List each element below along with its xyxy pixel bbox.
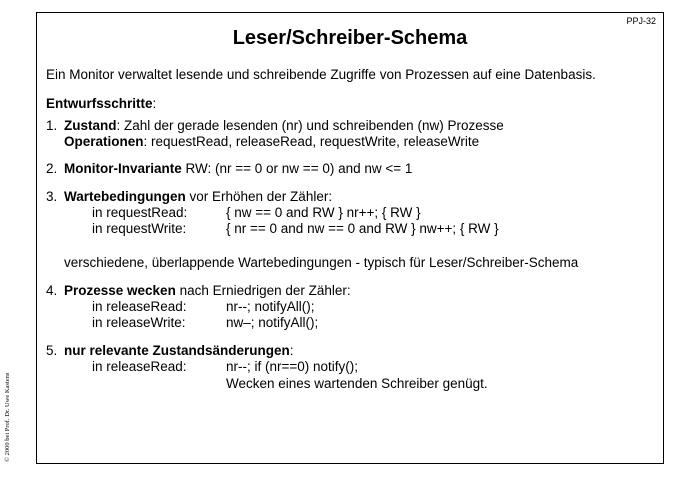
steps-heading-colon: : (152, 96, 157, 111)
step-4-row-2-label: in releaseWrite: (92, 315, 186, 330)
step-5-row-1-code: nr--; if (nr==0) notify(); (226, 359, 359, 374)
page-title: Leser/Schreiber-Schema (232, 27, 468, 49)
step-3-row-2-label: in requestWrite: (92, 221, 187, 236)
step-1-text: : Zahl der gerade lesenden (nr) und schreibenden (nw) Prozesse (116, 118, 504, 133)
step-1-operations-label: Operationen (64, 134, 144, 149)
step-4-line (64, 283, 351, 299)
step-3-label: Wartebedingungen (64, 189, 186, 204)
step-3-row-2-code: { nr == 0 and nw == 0 and RW } nw++; { RW } (226, 221, 499, 236)
step-4-row-1-code: nr--; notifyAll(); (226, 299, 315, 314)
step-3-text: vor Erhöhen der Zähler: (185, 189, 333, 204)
step-3-row-1-label: in requestRead: (92, 205, 188, 220)
step-2-num: 2. (46, 161, 58, 176)
step-2-line (64, 161, 412, 177)
step-4-num: 4. (46, 283, 58, 298)
step-3-line (64, 189, 332, 205)
step-1-label: Zustand (64, 118, 117, 133)
step-4-row-2-code: nw–; notifyAll(); (226, 315, 319, 330)
step-3-note: verschiedene, überlappende Wartebedingungen - typisch für Leser/Schreiber-Schema (64, 255, 579, 270)
step-3-num: 3. (46, 189, 58, 204)
copyright-text: © 2000 bei Prof. Dr. Uwe Kastens (4, 372, 11, 462)
steps-heading (46, 96, 156, 112)
step-5-label: nur relevante Zustandsänderungen (64, 343, 290, 358)
step-5-text: : (289, 343, 294, 358)
intro-text: Ein Monitor verwaltet lesende und schreibende Zugriffe von Prozessen auf eine Datenbasis. (46, 67, 596, 82)
step-5-row-1-label: in releaseRead: (92, 359, 187, 374)
step-2-text: RW: (nr == 0 or nw == 0) and nw <= 1 (181, 161, 413, 176)
step-4-text: nach Erniedrigen der Zähler: (175, 283, 351, 298)
step-1-operations-text: : requestRead, releaseRead, requestWrite, releaseWrite (143, 134, 480, 149)
step-3-row-1-code: { nw == 0 and RW } nr++; { RW } (226, 205, 421, 220)
step-4-label: Prozesse wecken (64, 283, 176, 298)
step-1-num: 1. (46, 118, 58, 133)
step-4-row-1-label: in releaseRead: (92, 299, 187, 314)
step-5-line (64, 343, 294, 359)
step-5-num: 5. (46, 343, 58, 358)
slide-id: PPJ-32 (626, 16, 656, 26)
step-1-line-1 (64, 118, 504, 134)
step-2-label: Monitor-Invariante (64, 161, 182, 176)
step-5-row-2-note: Wecken eines wartenden Schreiber genügt. (226, 376, 488, 391)
steps-heading-label: Entwurfsschritte (46, 96, 153, 111)
step-1-line-2 (64, 134, 479, 150)
